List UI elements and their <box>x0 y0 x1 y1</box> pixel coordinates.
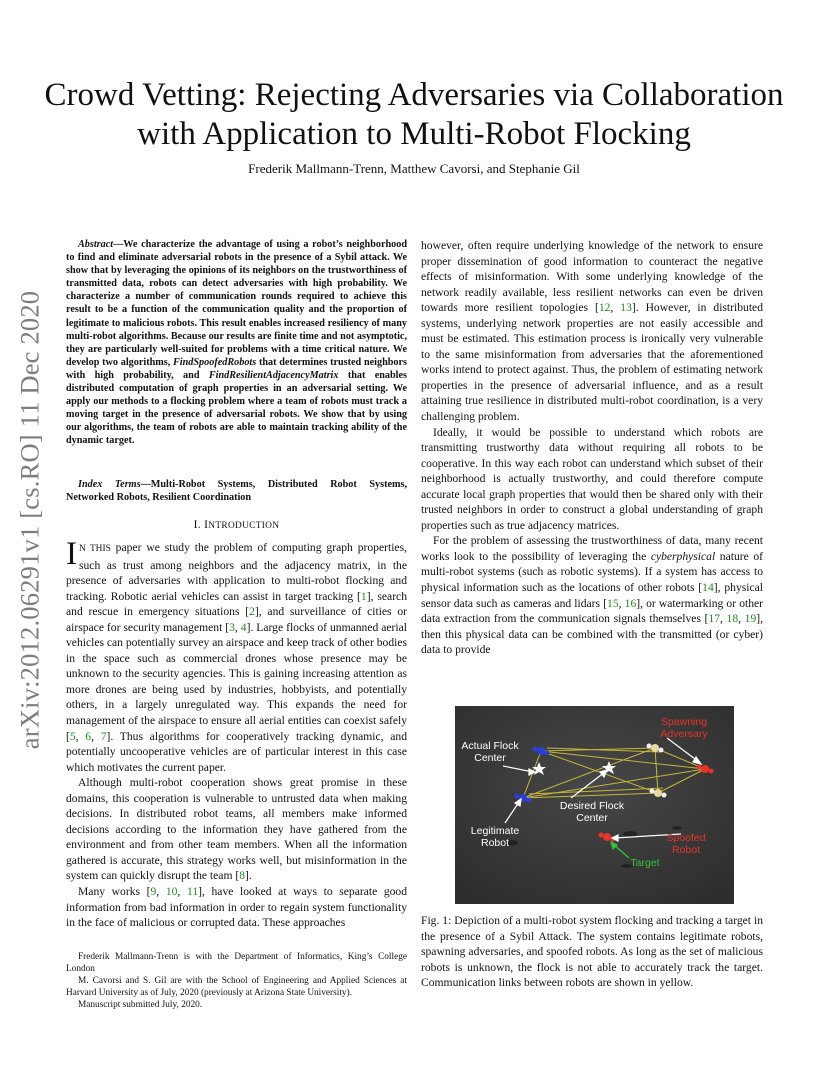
citation-link[interactable]: 11 <box>186 885 199 899</box>
figure-caption: Fig. 1: Depiction of a multi-robot system flocking and tracking a target in the presence of a Sybil Attack. The system contains legitimate robots, spawning adversaries, and spoofed robots. As long as the set of malicious robots is unknown, the flock is not able to accurately track the target. Communication links between robots are shown in yellow. <box>421 914 763 990</box>
right-paragraph-1: however, often require underlying knowledge of the network to ensure proper dissemination of good information to counteract the negative effects of misinformation. With some underlying knowledge of the network readily available, less resilient networks can even be driven towards more resilient topologies [12, 13]. However, in distributed systems, underlying network properties are not easily accessible and must be estimated. This estimation process is ironically very vulnerable to the same misinformation from adversaries that the aforementioned works intend to protect against. Thus, the problem of estimating network properties in the presence of adversarial influence, and as a result attaining true resilience in distributed multi-robot coordination, is a very challenging problem. <box>421 239 763 424</box>
right-paragraph-2: Ideally, it would be possible to understand which robots are transmitting trustworthy data without requiring all robots to be cooperative. In this way each robot can understand which subset of their neighborhood is actually trustworthy, and could therefore compute accurate local graph properties that would then be shared only with their trusted neighbors in order to construct a global understanding of graph properties such as true adjacency matrices. <box>421 425 763 532</box>
citation-link[interactable]: 6 <box>85 729 92 743</box>
label-desired-line2: Center <box>576 812 608 824</box>
citation-link[interactable]: 12 <box>598 301 611 315</box>
citation-link[interactable]: 16 <box>624 596 637 610</box>
citation-link[interactable]: 7 <box>100 729 107 743</box>
drop-cap: I <box>66 536 77 572</box>
right-column-text <box>421 238 763 658</box>
footnotes <box>66 951 407 1011</box>
citation-link[interactable]: 9 <box>150 885 157 899</box>
label-actual-line1: Actual Flock <box>461 740 519 752</box>
citation-link[interactable]: 18 <box>726 612 739 626</box>
abstract: Abstract—We characterize the advantage of using a robot’s neighborhood to find and eliminate adversarial robots in the presence of a Sybil attack. We show that by leveraging the opinions of its neighbors on the trustworthiness of transmitted data, robots can detect adversaries with high probability. We characterize a number of communication rounds required to achieve this result to be a function of the communication quality and the proportion of legitimate to malicious robots. This result enables increased resiliency of many multi-robot algorithms. Because our results are finite time and not asymptotic, they are particularly well-suited for problems with a time critical nature. We develop two algorithms, FindSpoofedRobots that determines trusted neighbors with high probability, and FindResilientAdjacencyMatrix that enables distributed computation of graph properties in an adversarial setting. We apply our methods to a flocking problem where a team of robots must track a moving target in the presence of adversarial robots. We show that by using our algorithms, the team of robots are able to maintain tracking ability of the dynamic target. <box>66 239 407 447</box>
footnote-2: M. Cavorsi and S. Gil are with the School of Engineering and Applied Sciences at Harvard University as of July, 2020 (previously at Arizona State University). <box>66 976 407 999</box>
citation-link[interactable]: 19 <box>744 612 757 626</box>
intro-paragraph-2: Although multi-robot cooperation shows great promise in these domains, this cooperation is vulnerable to untrusted data when making decisions. In distributed robot teams, all members make informed decisions according to the information they have gathered from the environment and from other team members. When all the information gathered is accurate, this strategy works well, but misinformation in the system can quickly disrupt the team [8]. <box>66 776 407 883</box>
label-desired-line1: Desired Flock <box>559 800 625 812</box>
figure-1-image <box>455 706 734 904</box>
title-line-1: Crowd Vetting: Rejecting Adversaries via Collaboration <box>44 77 784 113</box>
citation-link[interactable]: 17 <box>708 612 721 626</box>
label-spoofed-line2: Robot <box>671 844 701 856</box>
arxiv-stamp: arXiv:2012.06291v1 [cs.RO] 11 Dec 2020 <box>14 290 45 750</box>
label-spawning-line2: Adversary <box>660 728 708 740</box>
intro-paragraph-1: I N THIS paper we study the problem of computing graph properties, such as trust among neighbors and the adjacency matrix, in the presence of adversaries with application to multi-robot flocking and tracking. Robotic aerial vehicles can assist in target tracking [1], search and rescue in emergency situations [2], and surveillance of cities or airspace for security management [3, 4]. Large flocks of unmanned aerial vehicles can potentially survey an airspace and keep track of other bodies in the space such as commercial drones whose presence may be unknown to the security agencies. This is gaining increasing attention as more drones are being used by industries, hobbyists, and potentially others, in a largely unregulated way. This expands the need for management of the airspace to ensure all aerial entities can coexist safely [5, 6, 7]. Thus algorithms for cooperatively tracking dynamic, and potentially uncooperative vehicles are of particular interest in this case which motivates the current paper. <box>66 536 408 774</box>
footnote-1: Frederik Mallmann-Trenn is with the Department of Informatics, King’s College London <box>66 952 407 975</box>
author-list: Frederik Mallmann-Trenn, Matthew Cavorsi, and Stephanie Gil <box>248 161 580 176</box>
index-terms: Index Terms—Multi-Robot Systems, Distributed Robot Systems, Networked Robots, Resilient Coordination <box>66 479 407 504</box>
footnote-3: Manuscript submitted July, 2020. <box>78 1000 203 1011</box>
citation-link[interactable]: 10 <box>165 885 178 899</box>
citation-link[interactable]: 1 <box>360 589 367 603</box>
section-heading-introduction: I. INTRODUCTION <box>193 519 280 531</box>
citation-link[interactable]: 8 <box>239 869 246 883</box>
label-legit-line2: Robot <box>480 837 510 849</box>
label-actual-line2: Center <box>474 752 506 764</box>
right-paragraph-3: For the problem of assessing the trustworthiness of data, many recent works look to the possibility of leveraging the cyberphysical nature of multi-robot systems (such as robotic systems). If a system has access to physical information such as the locations of other robots [14], physical sensor data such as cameras and lidars [15, 16], or watermarking or other data extraction from the communication signals themselves [17, 18, 19], then this physical data can be combined with the transmitted (or cyber) data to provide <box>421 534 764 657</box>
label-spoofed-line1: Spoofed <box>666 832 706 844</box>
citation-link[interactable]: 5 <box>69 729 76 743</box>
citation-link[interactable]: 3 <box>229 620 235 634</box>
intro-paragraph-3: Many works [9, 10, 11], have looked at ways to separate good information from bad information in order to regain system functionality in the face of malicious or corrupted data. These approaches <box>66 885 408 930</box>
label-legit-line1: Legitimate <box>470 825 520 837</box>
label-spawning-line1: Spawning <box>660 716 708 728</box>
citation-link[interactable]: 15 <box>607 596 619 610</box>
label-target: Target <box>630 857 660 869</box>
introduction-text <box>66 536 408 931</box>
paper-title <box>40 76 788 154</box>
citation-link[interactable]: 14 <box>702 581 714 595</box>
citation-link[interactable]: 13 <box>620 301 632 315</box>
citation-link[interactable]: 2 <box>249 605 255 619</box>
title-line-2: with Application to Multi-Robot Flocking <box>137 116 691 152</box>
citation-link[interactable]: 4 <box>240 620 247 634</box>
